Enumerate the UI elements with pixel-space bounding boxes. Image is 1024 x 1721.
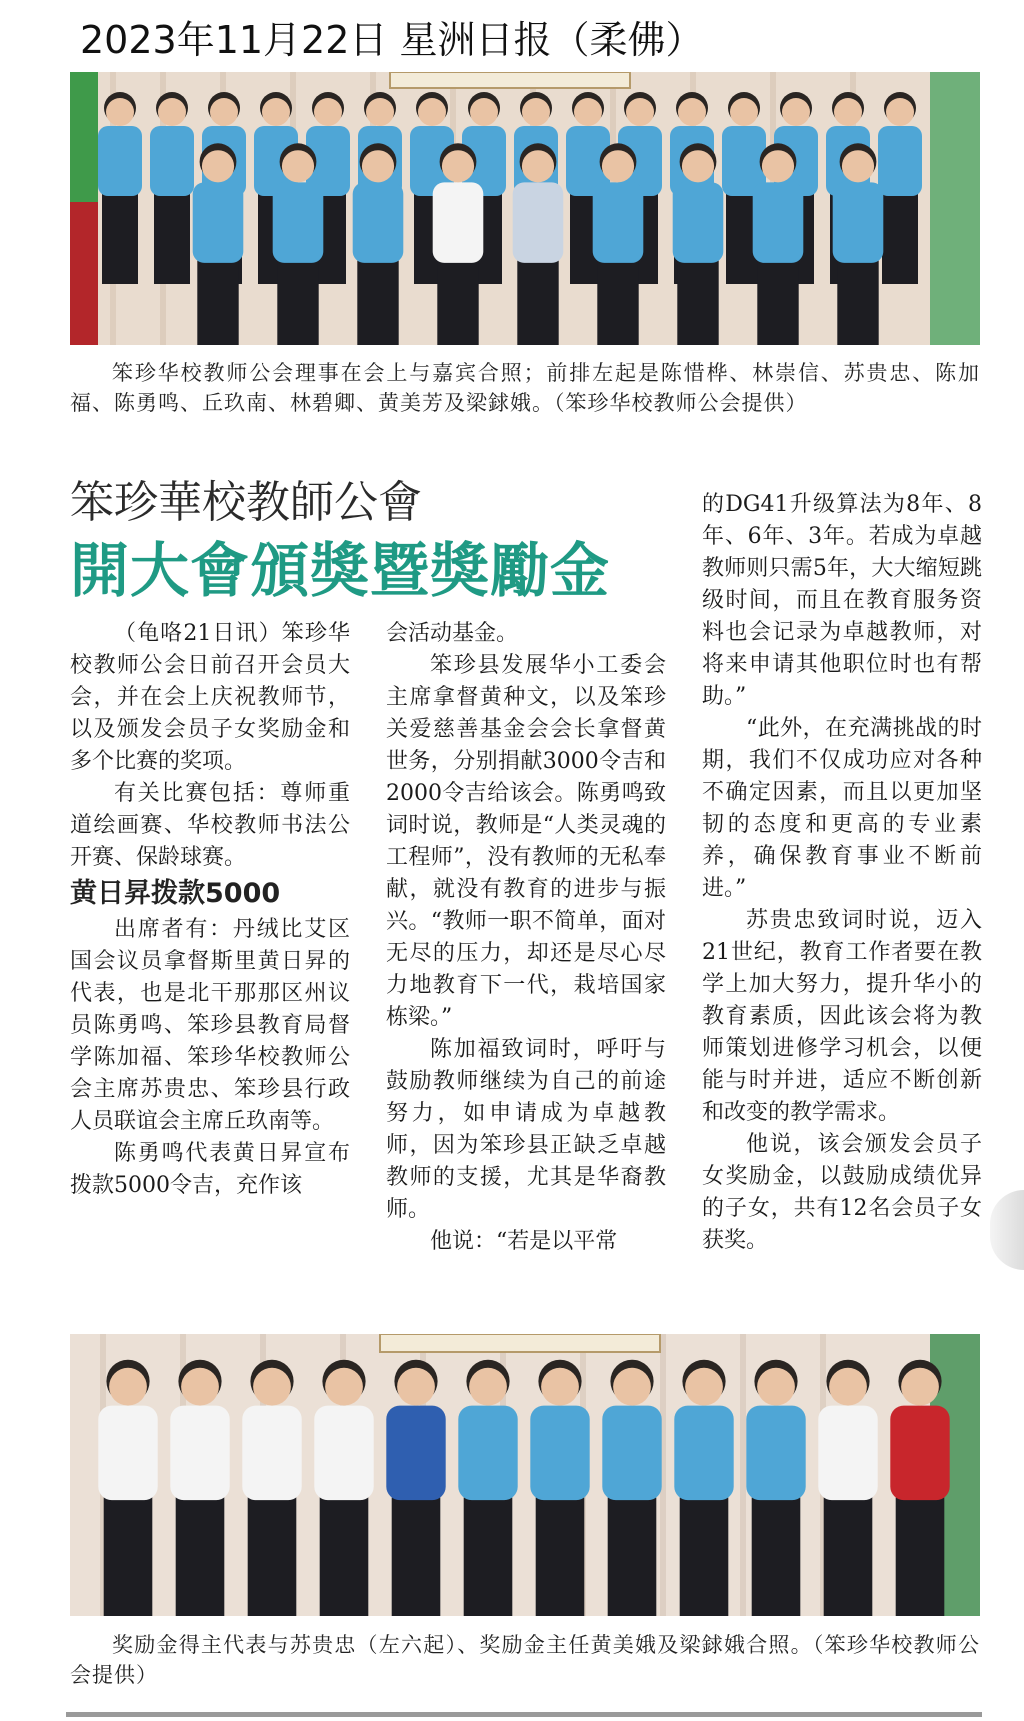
article-paragraph: “此外，在充满挑战的时期，我们不仅成功应对各种不确定因素，而且以更加坚韧的态度和更高的专业素养，确保教育事业不断前进。” — [702, 716, 982, 901]
article-paragraph: 出席者有：丹绒比艾区国会议员拿督斯里黄日昇的代表，也是北干那那区州议员陈勇鸣、笨珍县教育局督学陈加福、笨珍华校教师公会主席苏贵忠、笨珍县行政人员联谊会主席丘玖南等。 — [70, 917, 350, 1134]
article-subhead: 黄日昇拨款5000 — [70, 878, 281, 909]
page-curl-decoration — [990, 1190, 1024, 1270]
article-paragraph: （龟咯21日讯）笨珍华校教师公会日前召开会员大会，并在会上庆祝教师节，以及颁发会员子女奖励金和多个比赛的奖项。 — [70, 621, 350, 774]
group-photo-top — [70, 72, 980, 345]
dateline: 2023年11月22日 星洲日报（柔佛） — [80, 18, 704, 62]
headline: 開大會頒獎暨獎勵金 — [70, 536, 611, 605]
group-photo-icon — [70, 1334, 980, 1616]
article-column-1 — [70, 618, 350, 1202]
article-paragraph: 的DG41升级算法为8年、8年、6年、3年。若成为卓越教师则只需5年，大大缩短跳级时间，而且在教育服务资料也会记录为卓越教师，对将来申请其他职位时也有帮助。” — [702, 492, 982, 709]
photo-caption-bottom: 奖励金得主代表与苏贵忠（左六起）、奖励金主任黄美娥及梁銶娥合照。（笨珍华校教师公会提供） — [70, 1633, 980, 1687]
article-paragraph: 会活动基金。 — [386, 621, 519, 646]
page-bottom-rule — [66, 1712, 982, 1717]
article-paragraph: 他说：“若是以平常 — [430, 1229, 618, 1254]
article-paragraph: 他说，该会颁发会员子女奖励金，以鼓励成绩优异的子女，共有12名会员子女获奖。 — [702, 1132, 982, 1253]
group-photo-bottom — [70, 1334, 980, 1616]
article-paragraph: 陈勇鸣代表黄日昇宣布拨款5000令吉，充作该 — [70, 1141, 350, 1198]
article-paragraph: 有关比赛包括：尊师重道绘画赛、华校教师书法公开赛、保龄球赛。 — [70, 781, 350, 870]
headline-kicker: 笨珍華校教師公會 — [70, 477, 422, 528]
article-paragraph: 苏贵忠致词时说，迈入21世纪，教育工作者要在教学上加大努力，提升华小的教育素质，因此该会将为教师策划进修学习机会，以便能与时并进，适应不断创新和改变的教学需求。 — [702, 908, 982, 1125]
article-paragraph: 陈加福致词时，呼吁与鼓励教师继续为自己的前途努力，如申请成为卓越教师，因为笨珍县正缺乏卓越教师的支援，尤其是华裔教师。 — [386, 1037, 666, 1222]
group-photo-icon — [70, 72, 980, 345]
photo-caption-top: 笨珍华校教师公会理事在会上与嘉宾合照；前排左起是陈惜桦、林崇信、苏贵忠、陈加福、陈勇鸣、丘玖南、林碧卿、黄美芳及梁銶娥。（笨珍华校教师公会提供） — [70, 361, 980, 415]
article-column-3 — [702, 489, 982, 1257]
article-paragraph: 笨珍县发展华小工委会主席拿督黄种文，以及笨珍关爱慈善基金会会长拿督黄世务，分别捐献3000令吉和2000令吉给该会。陈勇鸣致词时说，教师是“人类灵魂的工程师”，没有教师的无私奉献，就没有教育的进步与振兴。“教师一职不简单，面对无尽的压力，却还是尽心尽力地教育下一代，栽培国家栋梁。” — [386, 653, 666, 1030]
article-column-2 — [386, 618, 666, 1258]
